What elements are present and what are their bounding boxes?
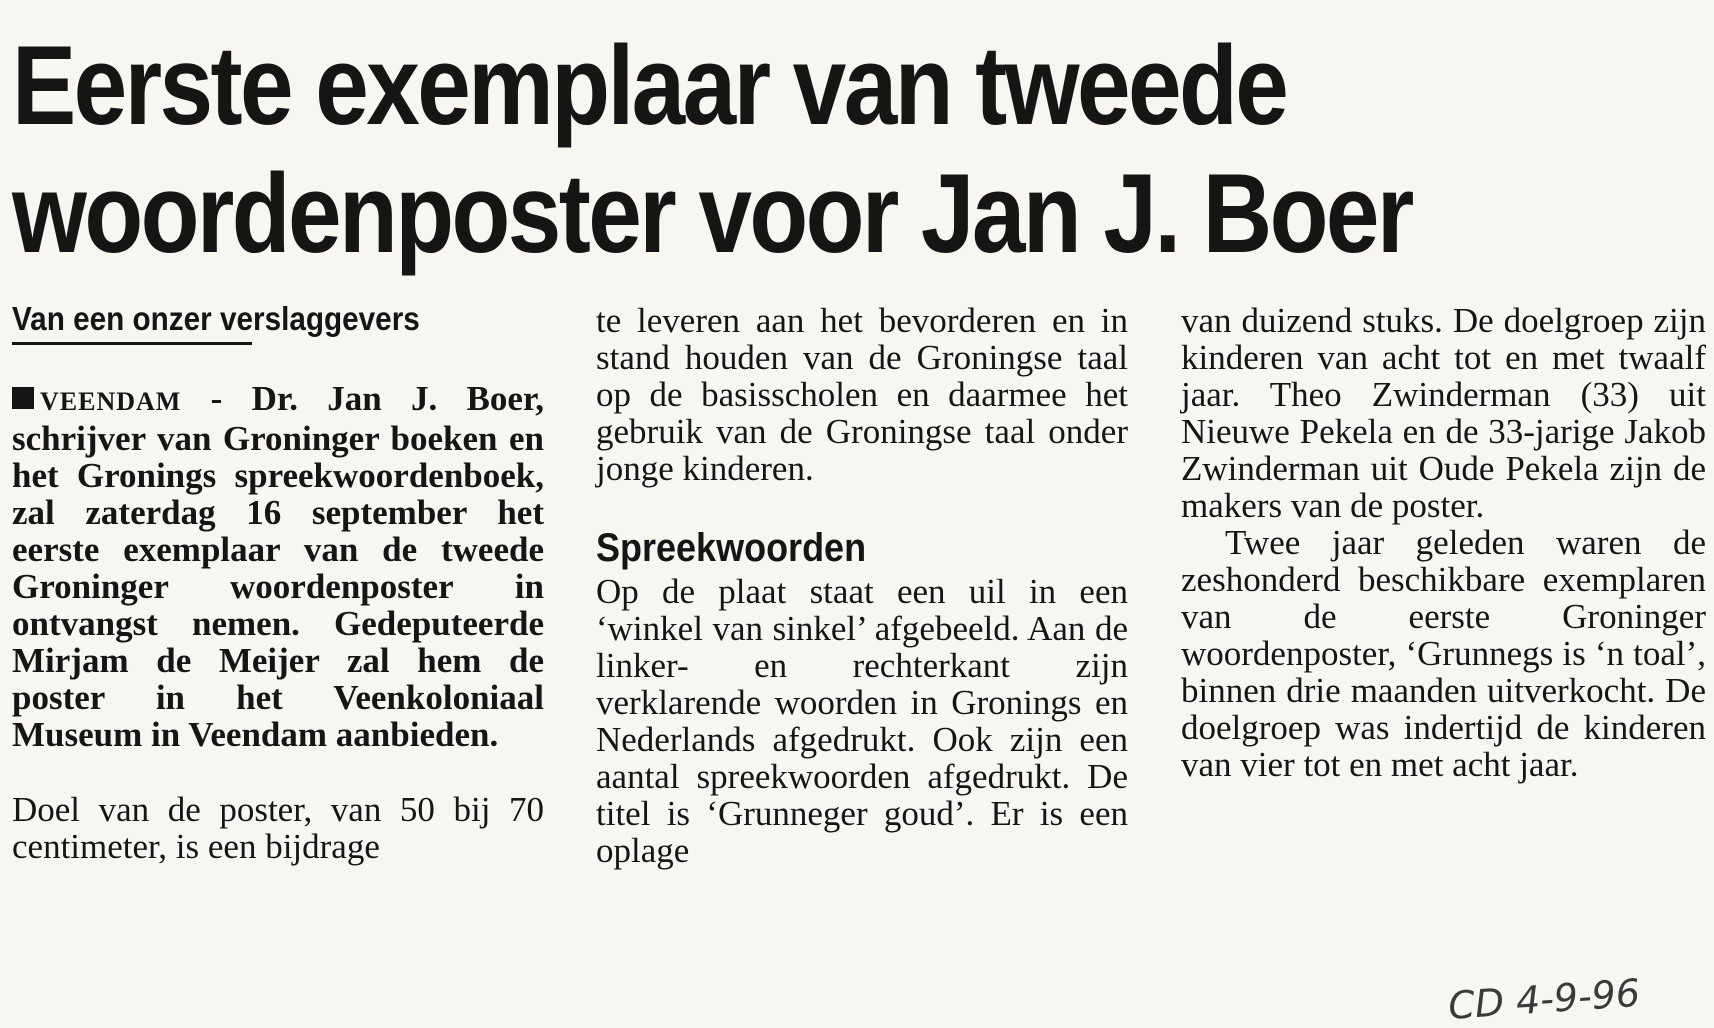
body-paragraph: te leveren aan het bevorderen en in stand houden van de Groningse taal op de basisscholen en daarmee het gebruik van de Groningse taal onder jonge kinderen. bbox=[596, 301, 1128, 488]
body-paragraph: Doel van de poster, van 50 bij 70 centimeter, is een bijdrage bbox=[12, 790, 544, 866]
dateline-separator: - bbox=[181, 379, 252, 418]
byline-rule bbox=[12, 342, 252, 345]
article-column-3 bbox=[1181, 302, 1706, 783]
body-paragraph: Op de plaat staat een uil in een ‘winkel van sinkel’ afgebeeld. Aan de linker- en rechterkant zijn verklarende woorden in Gronings en Nederlands afgedrukt. Ook zijn een aantal spreekwoorden afgedrukt. De titel is ‘Grunneger goud’. Er is een oplage bbox=[596, 572, 1128, 870]
bullet-square-icon bbox=[12, 387, 34, 409]
headline bbox=[12, 22, 1465, 278]
body-paragraph: Twee jaar geleden waren de zeshonderd beschikbare exemplaren van de eerste Groninger woordenposter, ‘Grunnegs is ‘n toal’, binnen drie maanden uitverkocht. De doelgroep was indertijd de kinderen van vier tot en met acht jaar. bbox=[1181, 523, 1706, 784]
lead-text: Dr. Jan J. Boer, schrijver van Groninger boeken en het Gronings spreekwoordenboek, zal zaterdag 16 september het eerste exemplaar van de tweede Groninger woordenposter in ontvangst nemen. Gedeputeerde Mirjam de Meijer zal hem de poster in het Veenkoloniaal Museum in Veendam aanbieden. bbox=[12, 379, 544, 754]
handwritten-date-note: CD 4-9-96 bbox=[1446, 970, 1642, 1028]
headline-line-2: woordenposter voor Jan J. Boer bbox=[12, 151, 1412, 276]
headline-line-1: Eerste exemplaar van tweede bbox=[12, 23, 1287, 148]
byline: Van een onzer verslaggevers bbox=[12, 300, 420, 337]
article-column-2 bbox=[596, 302, 1128, 869]
subheading: Spreekwoorden bbox=[596, 526, 867, 570]
lead-paragraph bbox=[12, 380, 544, 753]
article-column-1 bbox=[12, 380, 544, 865]
dateline: VEENDAM bbox=[40, 387, 182, 416]
body-paragraph: van duizend stuks. De doelgroep zijn kinderen van acht tot en met twaalf jaar. Theo Zwinderman (33) uit Nieuwe Pekela en de 33-jarige Jakob Zwinderman uit Oude Pekela zijn de makers van de poster. bbox=[1181, 301, 1706, 525]
